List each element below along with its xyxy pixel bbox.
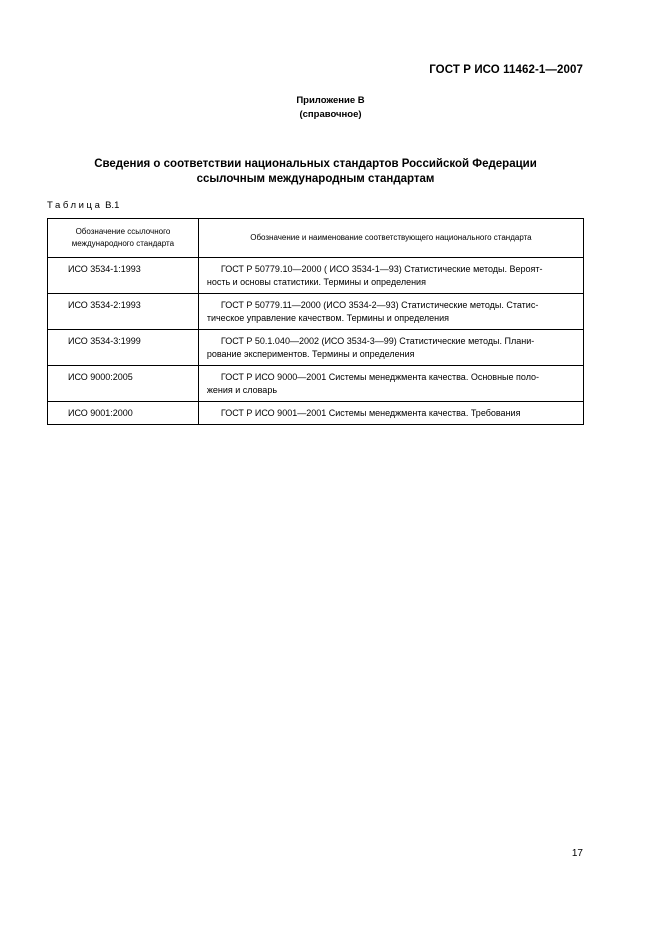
table-header-row bbox=[48, 219, 584, 258]
national-standard-line: ГОСТ Р 50779.10—2000 ( ИСО 3534-1—93) Статистические методы. Вероят- bbox=[220, 264, 543, 274]
international-standard-cell: ИСО 9001:2000 bbox=[48, 402, 199, 425]
correspondence-table bbox=[47, 218, 584, 425]
table-row bbox=[48, 402, 584, 425]
page-number: 17 bbox=[571, 848, 583, 859]
column-header-national: Обозначение и наименование соответствующего национального стандарта bbox=[198, 219, 583, 258]
column-header-international: Обозначение ссылочного международного стандарта bbox=[48, 219, 199, 258]
annex-title: Приложение В bbox=[296, 95, 365, 106]
national-standard-cell bbox=[198, 294, 583, 330]
national-standard-cell bbox=[198, 330, 583, 366]
table-caption bbox=[47, 200, 119, 211]
national-standard-line: жения и словарь bbox=[206, 385, 278, 395]
national-standard-line: ГОСТ Р ИСО 9000—2001 Системы менеджмента качества. Основные поло- bbox=[220, 372, 540, 382]
table-row bbox=[48, 258, 584, 294]
table-row bbox=[48, 330, 584, 366]
section-heading-line-1: Сведения о соответствии национальных стандартов Российской Федерации bbox=[94, 158, 537, 170]
national-standard-cell bbox=[198, 366, 583, 402]
national-standard-cell bbox=[198, 258, 583, 294]
national-standard-line: ГОСТ Р 50779.11—2000 (ИСО 3534-2—93) Статистические методы. Статис- bbox=[220, 300, 539, 310]
national-standard-line: рование экспериментов. Термины и определения bbox=[206, 349, 415, 359]
national-standard-line: ГОСТ Р 50.1.040—2002 (ИСО 3534-3—99) Статистические методы. Плани- bbox=[220, 336, 535, 346]
section-heading-line-2: ссылочным международным стандартам bbox=[196, 173, 435, 185]
document-code: ГОСТ Р ИСО 11462-1—2007 bbox=[429, 64, 583, 76]
table-caption-word: Таблица bbox=[47, 200, 103, 211]
national-standard-line: ГОСТ Р ИСО 9001—2001 Системы менеджмента качества. Требования bbox=[220, 408, 521, 418]
national-standard-line: тическое управление качеством. Термины и определения bbox=[206, 313, 450, 323]
international-standard-cell: ИСО 9000:2005 bbox=[48, 366, 199, 402]
table-row bbox=[48, 294, 584, 330]
table-row bbox=[48, 366, 584, 402]
table-caption-number: В.1 bbox=[105, 200, 120, 211]
international-standard-cell: ИСО 3534-1:1993 bbox=[48, 258, 199, 294]
international-standard-cell: ИСО 3534-2:1993 bbox=[48, 294, 199, 330]
national-standard-line: ность и основы статистики. Термины и определения bbox=[206, 277, 426, 287]
international-standard-cell: ИСО 3534-3:1999 bbox=[48, 330, 199, 366]
annex-subtitle: (справочное) bbox=[299, 109, 362, 120]
national-standard-cell bbox=[198, 402, 583, 425]
